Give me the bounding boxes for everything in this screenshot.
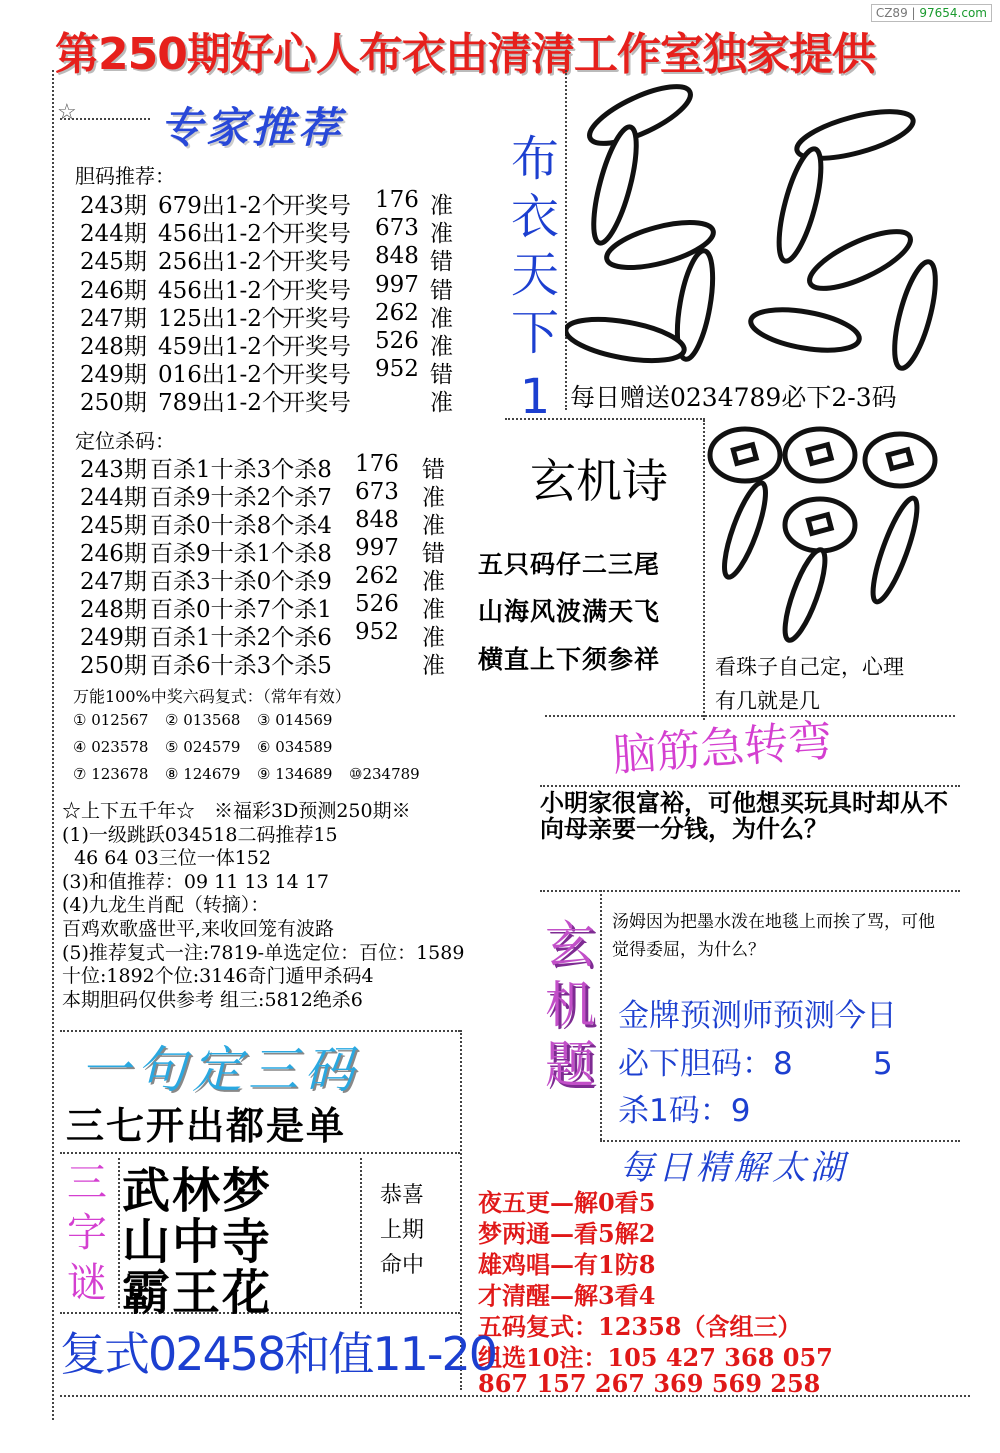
dan-result: 准 xyxy=(430,334,453,360)
dan-issue: 246期 xyxy=(80,277,147,304)
kill-draw: 176 xyxy=(355,451,399,477)
dan-pick: 256出1-2个 xyxy=(158,249,285,276)
vertical-char: 天 xyxy=(510,247,559,303)
taihu-line: 雄鸡唱—有1防8 xyxy=(478,1250,656,1279)
dan-draw: 997 xyxy=(375,271,419,298)
dan-pick: 789出1-2个 xyxy=(158,390,285,417)
dan-issue: 247期 xyxy=(80,305,147,332)
compound-text: 复式02458和值11-20 xyxy=(60,1327,496,1381)
combo-item: ⑩234789 xyxy=(349,765,420,783)
taihu-title: 每日精解太湖 xyxy=(620,1148,848,1188)
hit-text: 上期 xyxy=(380,1218,425,1243)
kill-result: 准 xyxy=(422,625,445,651)
kill-result: 准 xyxy=(422,513,445,539)
hit-text: 命中 xyxy=(380,1253,425,1278)
dan-result: 错 xyxy=(430,249,453,276)
taihu-line: 夜五更—解0看5 xyxy=(478,1188,656,1217)
kill-draw: 526 xyxy=(355,591,399,617)
s-shaped-tile-graphic xyxy=(565,75,955,375)
frame-divider xyxy=(360,1158,362,1308)
combo-item: ⑤ 024579 xyxy=(165,738,241,756)
brain-teaser-title: 脑筋急转弯 xyxy=(610,715,834,782)
dan-result: 准 xyxy=(430,305,453,332)
dan-draw-label: 开奖号 xyxy=(282,221,351,248)
taihu-line: 组选10注：105 427 368 057 xyxy=(478,1343,833,1372)
combo-item: ⑧ 124679 xyxy=(165,765,241,783)
combo-item: ③ 014569 xyxy=(257,711,333,729)
history-line: 十位:1892个位:3146奇门遁甲杀码4 xyxy=(62,965,374,988)
combo-item: ① 012567 xyxy=(73,711,149,729)
vertical-char: 1 xyxy=(519,369,551,425)
dan-result: 错 xyxy=(430,277,453,304)
dan-draw-label: 开奖号 xyxy=(282,193,351,219)
brain-teaser-question: 小明家很富裕，可他想买玩具时却从不向母亲要一分钱，为什么？ xyxy=(540,788,948,843)
combo-item: ⑥ 034589 xyxy=(257,738,333,756)
kill-kill: 百杀1十杀3个杀8 xyxy=(150,457,332,483)
frame-rule xyxy=(540,890,960,892)
dan-draw: 526 xyxy=(375,328,419,354)
history-line: 46 64 03三位一体152 xyxy=(62,847,271,870)
decoration-star: ☆ xyxy=(57,100,77,125)
dan-pick: 459出1-2个 xyxy=(158,334,285,360)
history-line: (1)一级跳跃034518二码推荐15 xyxy=(62,823,338,846)
history-line: ☆上下五千年☆ ※福彩3D预测250期※ xyxy=(62,800,411,822)
kill-issue: 248期 xyxy=(80,597,147,623)
coin-9-graphic xyxy=(705,425,955,645)
dan-issue: 249期 xyxy=(80,362,147,389)
xuanji-question-text: 汤姆因为把墨水泼在地毯上而挨了骂，可他觉得委屈，为什么？ xyxy=(612,912,935,960)
expert-title: 专家推荐 xyxy=(160,103,345,152)
kill-draw: 848 xyxy=(355,507,399,533)
kill-issue: 245期 xyxy=(80,513,147,539)
kill-kill: 百杀9十杀1个杀8 xyxy=(150,541,332,567)
dan-draw-label: 开奖号 xyxy=(282,390,351,417)
gift-text: 每日赠送0234789必下2-3码 xyxy=(570,383,897,412)
history-line: (5)推荐复式一注:7819-单选定位：百位：1589 xyxy=(62,941,465,964)
kill-result: 错 xyxy=(422,457,445,483)
kill-kill: 百杀6十杀3个杀5 xyxy=(150,653,332,679)
history-line: 本期胆码仅供参考 组三:5812绝杀6 xyxy=(62,988,363,1011)
kill-issue: 247期 xyxy=(80,569,147,595)
kill-draw: 262 xyxy=(355,563,399,589)
riddle-word: 霸王花 xyxy=(122,1265,273,1321)
frame-rule xyxy=(540,785,960,787)
dan-label: 胆码推荐： xyxy=(75,164,175,188)
kill-result: 错 xyxy=(422,541,445,567)
combo-item: ⑨ 134689 xyxy=(257,765,333,783)
dan-draw-label: 开奖号 xyxy=(282,334,351,360)
source-tag: CZ89 | 97654.com xyxy=(871,4,992,22)
frame-left xyxy=(52,70,54,1420)
dan-result: 准 xyxy=(430,221,453,248)
one-sentence-text: 三七开出都是单 xyxy=(66,1104,347,1148)
kill-kill: 百杀0十杀7个杀1 xyxy=(150,597,332,623)
frame-divider xyxy=(118,1158,120,1308)
history-line: (4)九龙生肖配（转摘）： xyxy=(62,894,270,917)
kill-result: 准 xyxy=(422,597,445,623)
poem-title: 玄机诗 xyxy=(530,454,668,508)
xuanji-question-title: 玄 机 题 xyxy=(545,916,595,1094)
poem-line: 五只码仔二三尾 xyxy=(478,550,661,579)
dan-issue: 248期 xyxy=(80,334,147,360)
riddle-word: 山中寺 xyxy=(122,1214,273,1270)
poem-line: 横直上下须参祥 xyxy=(478,645,661,674)
vertical-char: 布 xyxy=(510,131,559,187)
kill-issue: 249期 xyxy=(80,625,147,651)
taihu-line: 才清醒—解3看4 xyxy=(478,1281,656,1310)
dan-draw-label: 开奖号 xyxy=(282,305,351,332)
poem-line: 山海风波满天飞 xyxy=(478,597,661,626)
page-title: 第250期好心人布衣由清清工作室独家提供 xyxy=(55,29,875,80)
dan-pick: 016出1-2个 xyxy=(158,362,285,389)
kill-draw: 673 xyxy=(355,479,399,505)
vertical-char: 下 xyxy=(510,305,559,361)
gold-must-line: 必下胆码：8 5 xyxy=(618,1046,893,1082)
dan-issue: 244期 xyxy=(80,221,147,248)
beads-hint: 看珠子自己定，心理 有几就是几 xyxy=(715,655,904,713)
kill-result: 准 xyxy=(422,485,445,511)
dan-issue: 243期 xyxy=(80,193,147,219)
dan-issue: 250期 xyxy=(80,390,147,417)
kill-result: 准 xyxy=(422,653,445,679)
taihu-line: 五码复式：12358（含组三） xyxy=(478,1312,802,1341)
kill-kill: 百杀0十杀8个杀4 xyxy=(150,513,332,539)
taihu-line: 867 157 267 369 569 258 xyxy=(478,1369,821,1398)
dan-pick: 679出1-2个 xyxy=(158,193,285,219)
dan-draw-label: 开奖号 xyxy=(282,249,351,276)
kill-kill: 百杀1十杀2个杀6 xyxy=(150,625,332,651)
kill-issue: 243期 xyxy=(80,457,147,483)
taihu-line: 梦两通—看5解2 xyxy=(478,1219,656,1248)
dan-draw: 176 xyxy=(375,187,419,213)
kill-kill: 百杀9十杀2个杀7 xyxy=(150,485,332,511)
dan-result: 准 xyxy=(430,193,453,219)
kill-kill: 百杀3十杀0个杀9 xyxy=(150,569,332,595)
vertical-char: 衣 xyxy=(510,189,559,245)
combo-item: ② 013568 xyxy=(165,711,241,729)
dan-result: 准 xyxy=(430,390,453,417)
combo-item: ⑦ 123678 xyxy=(73,765,149,783)
dan-pick: 125出1-2个 xyxy=(158,305,285,332)
combo-item: ④ 023578 xyxy=(73,738,149,756)
dan-pick: 456出1-2个 xyxy=(158,277,285,304)
kill-issue: 244期 xyxy=(80,485,147,511)
dan-draw-label: 开奖号 xyxy=(282,277,351,304)
kill-label: 定位杀码： xyxy=(75,429,175,453)
kill-draw: 997 xyxy=(355,535,399,561)
dan-draw: 952 xyxy=(375,356,419,383)
dan-draw: 673 xyxy=(375,215,419,242)
dan-draw: 848 xyxy=(375,243,419,270)
kill-issue: 246期 xyxy=(80,541,147,567)
vertical-title xyxy=(500,130,570,426)
history-line: 百鸡欢歌盛世平,来收回笼有波路 xyxy=(62,918,335,940)
dan-draw: 262 xyxy=(375,299,419,326)
history-line: (3)和值推荐：09 11 13 14 17 xyxy=(62,870,329,893)
hit-text: 恭喜 xyxy=(380,1183,425,1208)
dan-draw-label: 开奖号 xyxy=(282,362,351,389)
dan-pick: 456出1-2个 xyxy=(158,221,285,248)
frame-divider xyxy=(600,890,602,1140)
riddle-word: 武林梦 xyxy=(122,1163,273,1219)
one-sentence-title: 一句定三码 xyxy=(80,1041,360,1099)
three-char-label: 三 字 谜 xyxy=(67,1160,107,1306)
kill-issue: 250期 xyxy=(80,653,147,679)
kill-result: 准 xyxy=(422,569,445,595)
gold-kill-line: 杀1码：9 xyxy=(618,1093,751,1129)
gold-forecast-line: 金牌预测师预测今日 xyxy=(618,998,897,1034)
dan-result: 错 xyxy=(430,362,453,389)
dan-issue: 245期 xyxy=(80,249,147,276)
universal-label: 万能100%中奖六码复式：（常年有效） xyxy=(73,687,351,706)
kill-draw: 952 xyxy=(355,619,399,645)
